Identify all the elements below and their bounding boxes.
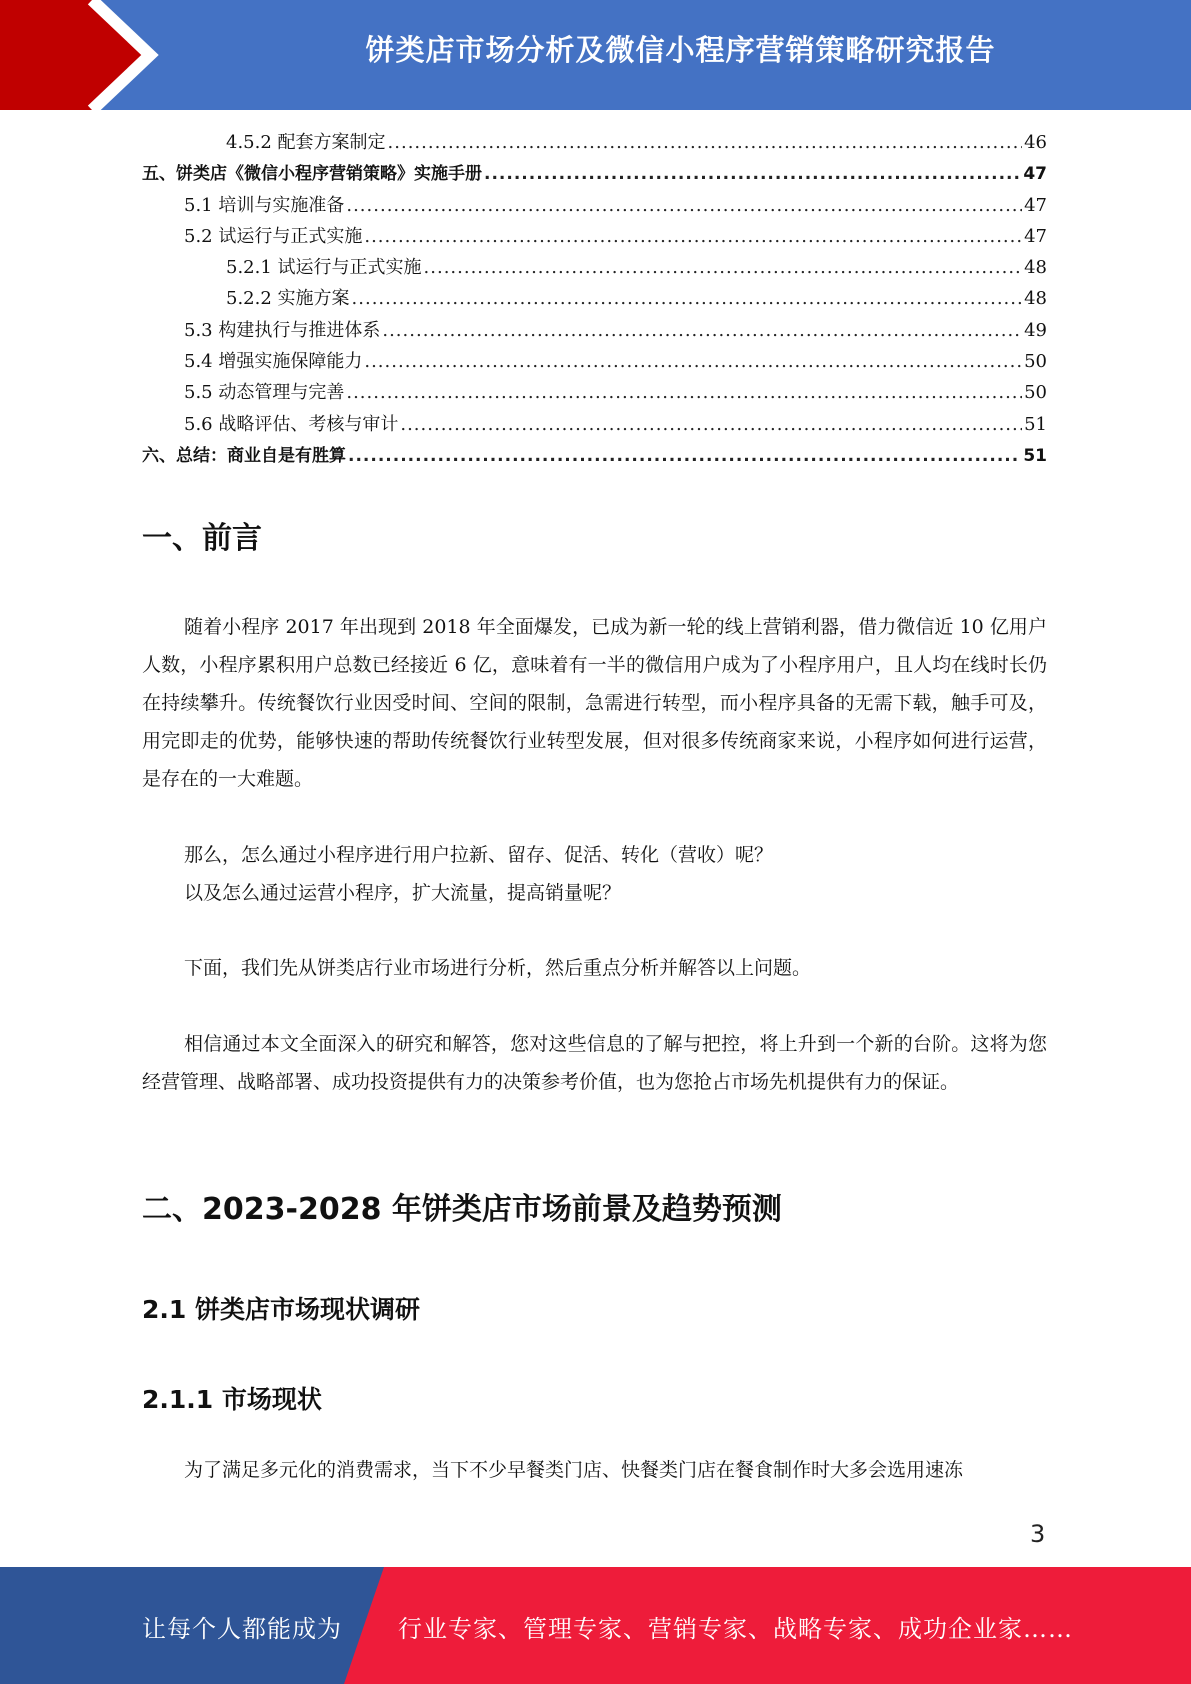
toc-entry-title: 5.1 培训与实施准备 (184, 194, 345, 216)
toc-entry-page: 48 (1024, 257, 1047, 279)
toc-entry[interactable] (142, 378, 1047, 409)
toc-dot-leader (364, 351, 1022, 372)
toc-entry[interactable] (142, 159, 1047, 190)
toc-entry-title: 5.5 动态管理与完善 (184, 382, 345, 404)
market-status-paragraph: 为了满足多元化的消费需求，当下不少早餐类门店、快餐类门店在餐食制作时大多会选用速冻 (184, 1459, 964, 1481)
toc-entry-page: 49 (1024, 319, 1047, 341)
toc-dot-leader (364, 226, 1022, 247)
toc-entry[interactable] (142, 441, 1047, 472)
page-header (0, 0, 1191, 110)
toc-dot-leader (346, 195, 1022, 216)
toc-entry[interactable] (142, 253, 1047, 284)
section-heading-preface: 一、前言 (142, 521, 262, 556)
toc-dot-leader (382, 320, 1022, 341)
toc-entry[interactable] (142, 347, 1047, 378)
toc-entry-title: 六、总结：商业自是有胜算 (142, 445, 346, 466)
toc-entry[interactable] (142, 128, 1047, 159)
toc-entry[interactable] (142, 410, 1047, 441)
report-title: 饼类店市场分析及微信小程序营销策略研究报告 (365, 33, 996, 67)
toc-entry-page: 47 (1024, 194, 1047, 216)
toc-dot-leader (400, 414, 1022, 435)
toc-entry-page: 50 (1024, 382, 1047, 404)
toc-entry-title: 5.6 战略评估、考核与审计 (184, 413, 399, 435)
toc-entry-title: 4.5.2 配套方案制定 (226, 132, 386, 153)
toc-entry-page: 46 (1024, 132, 1047, 153)
toc-entry-title: 5.2.2 实施方案 (226, 288, 350, 310)
table-of-contents (142, 128, 1047, 472)
toc-entry-page: 50 (1024, 351, 1047, 373)
toc-dot-leader (388, 132, 1023, 153)
preface-question-2: 以及怎么通过运营小程序，扩大流量，提高销量呢？ (184, 882, 622, 904)
toc-entry[interactable] (142, 222, 1047, 253)
toc-entry-title: 5.4 增强实施保障能力 (184, 351, 363, 373)
toc-dot-leader (346, 382, 1022, 403)
toc-entry-page: 51 (1024, 413, 1047, 435)
toc-entry-page: 47 (1023, 164, 1047, 185)
page-footer (0, 1567, 1191, 1684)
toc-entry[interactable] (142, 284, 1047, 315)
toc-dot-leader (484, 164, 1021, 184)
preface-question-1: 那么，怎么通过小程序进行用户拉新、留存、促活、转化（营收）呢？ (184, 844, 774, 866)
toc-entry-title: 5.2.1 试运行与正式实施 (226, 257, 422, 279)
page-number: 3 (1030, 1520, 1046, 1548)
toc-entry-page: 48 (1024, 288, 1047, 310)
toc-dot-leader (424, 257, 1023, 278)
toc-entry-page: 51 (1023, 445, 1047, 466)
toc-entry-title: 5.3 构建执行与推进体系 (184, 319, 381, 341)
toc-entry-title: 5.2 试运行与正式实施 (184, 225, 363, 247)
subsection-heading-2-1-1: 2.1.1 市场现状 (142, 1385, 322, 1414)
preface-paragraph-2: 下面，我们先从饼类店行业市场进行分析，然后重点分析并解答以上问题。 (184, 957, 812, 979)
section-heading-market-outlook: 二、2023-2028 年饼类店市场前景及趋势预测 (142, 1192, 782, 1227)
toc-entry-title: 五、饼类店《微信小程序营销策略》实施手册 (142, 164, 482, 185)
toc-dot-leader (352, 288, 1023, 309)
preface-paragraph-3: 相信通过本文全面深入的研究和解答，您对这些信息的了解与把控，将上升到一个新的台阶。这将为您经营管理、战略部署、成功投资提供有力的决策参考价值，也为您抢占市场先机提供有力的保证。 (142, 1033, 1047, 1093)
toc-entry[interactable] (142, 191, 1047, 222)
subsection-heading-2-1: 2.1 饼类店市场现状调研 (142, 1295, 420, 1324)
preface-paragraph-1: 随着小程序 2017 年出现到 2018 年全面爆发，已成为新一轮的线上营销利器，借力微信近 10 亿用户人数，小程序累积用户总数已经接近 6 亿，意味着有一半的微信用户成为了小程序用户，且人均在线时长仍在持续攀升。传统餐饮行业因受时间、空间的限制，急需进行转型，而小程序具备的无需下载，触手可及，用完即走的优势，能够快速的帮助传统餐饮行业转型发展，但对很多传统商家来说，小程序如何进行运营，是存在的一大难题。 (142, 616, 1047, 790)
toc-entry[interactable] (142, 316, 1047, 347)
footer-slogan-right: 行业专家、管理专家、营销专家、战略专家、成功企业家…… (398, 1615, 1073, 1643)
footer-slogan-left: 让每个人都能成为 (142, 1615, 342, 1643)
toc-dot-leader (348, 446, 1021, 466)
toc-entry-page: 47 (1024, 225, 1047, 247)
